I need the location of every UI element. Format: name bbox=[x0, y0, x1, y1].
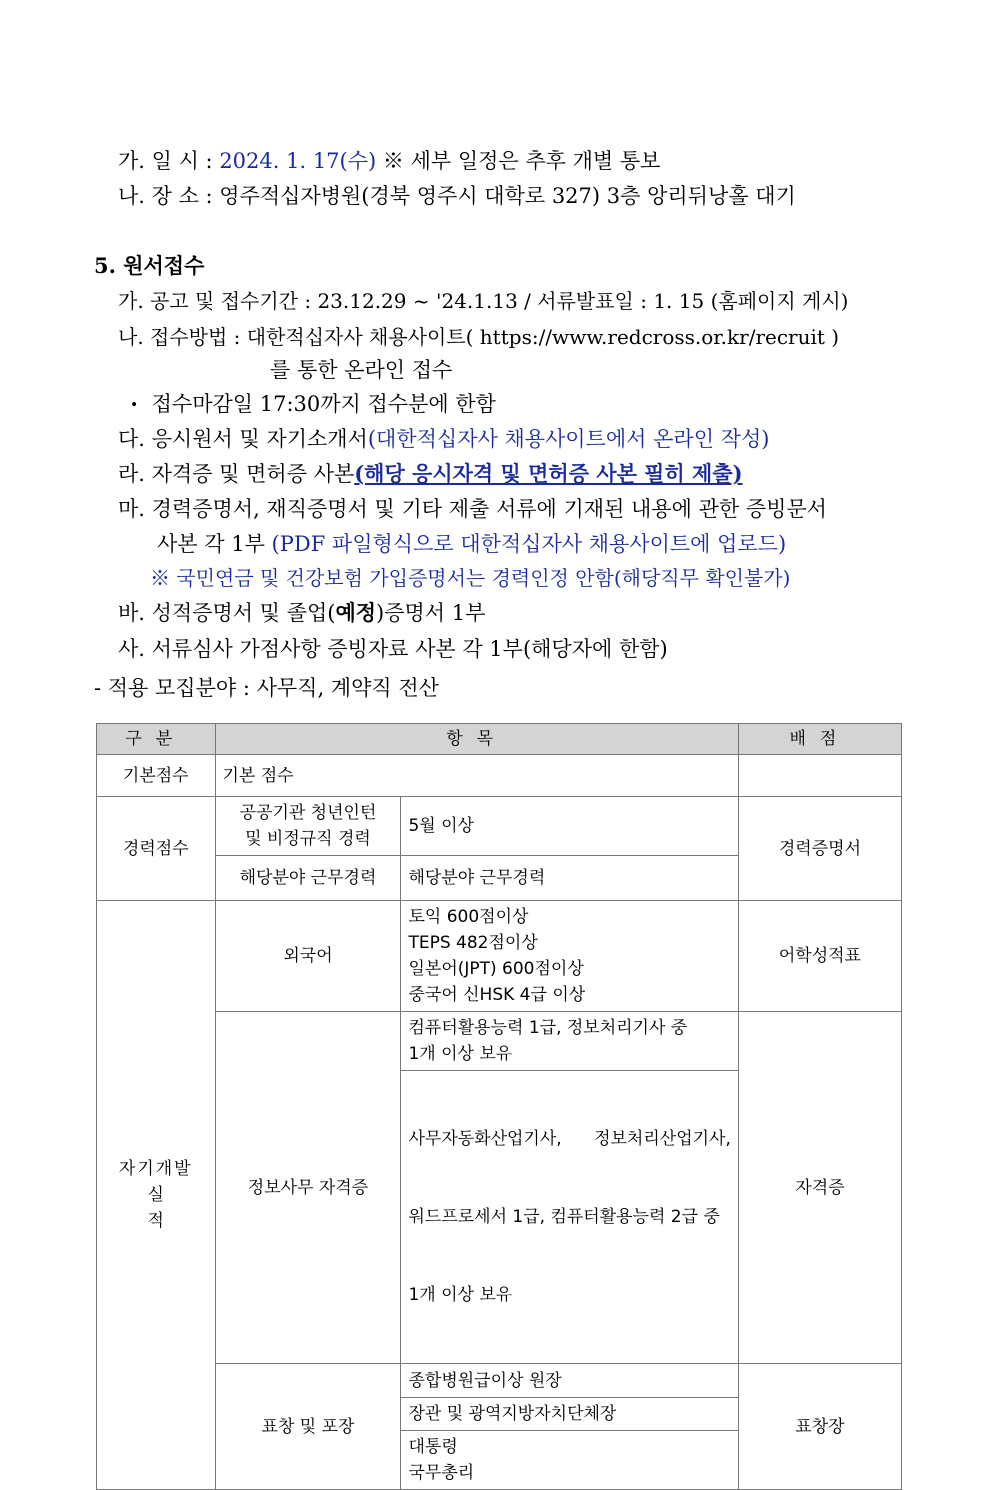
header-category: 구분 bbox=[97, 724, 216, 755]
table-row bbox=[97, 901, 902, 1012]
language-details: 토익 600점이상 TEPS 482점이상 일본어(JPT) 600점이상 중국어 신HSK 4급 이상 bbox=[401, 901, 738, 1012]
career-item-field: 해당분야 근무경력 bbox=[215, 856, 401, 901]
table-row bbox=[97, 1364, 902, 1398]
basic-category: 기본점수 bbox=[97, 755, 216, 797]
career-detail-field: 해당분야 근무경력 bbox=[401, 856, 738, 901]
section-title: 5. 원서접수 bbox=[94, 253, 205, 278]
item-c: 다. 응시원서 및 자기소개서(대한적십자사 채용사이트에서 온라인 작성) bbox=[118, 427, 770, 451]
itcert-detail-1: 컴퓨터활용능력 1급, 정보처리기사 중 1개 이상 보유 bbox=[401, 1012, 738, 1071]
career-detail-intern: 5월 이상 bbox=[401, 797, 738, 856]
basic-item: 기본 점수 bbox=[215, 755, 738, 797]
item-b-line2: 를 통한 온라인 접수 bbox=[270, 358, 453, 382]
schedule-place-line: 나. 장 소 : 영주적십자병원(경북 영주시 대학로 327) 3층 앙리뒤낭홀 대기 bbox=[118, 184, 796, 208]
awards-item: 표창 및 포장 bbox=[215, 1364, 401, 1490]
item-b-bullet: • 접수마감일 17:30까지 접수분에 한함 bbox=[130, 392, 496, 416]
itcert-item: 정보사무 자격증 bbox=[215, 1012, 401, 1364]
item-a: 가. 공고 및 접수기간 : 23.12.29 ~ '24.1.13 / 서류발표일 : 1. 15 (홈페이지 게시) bbox=[118, 289, 849, 313]
item-e-line2: 사본 각 1부 (PDF 파일형식으로 대한적십자사 채용사이트에 업로드) bbox=[157, 532, 787, 556]
basic-score bbox=[738, 755, 901, 797]
itcert-detail-2: 사무자동화산업기사, 정보처리산업기사, 워드프로세서 1급, 컴퓨터활용능력 2급 중 1개 이상 보유 bbox=[401, 1071, 738, 1364]
item-e-line1: 마. 경력증명서, 재직증명서 및 기타 제출 서류에 기재된 내용에 관한 증빙문서 bbox=[118, 497, 827, 521]
awards-detail-1: 종합병원급이상 원장 bbox=[401, 1364, 738, 1398]
table-row bbox=[97, 755, 902, 797]
scope-line: - 적용 모집분야 : 사무직, 계약직 전산 bbox=[94, 676, 439, 700]
language-score: 어학성적표 bbox=[738, 901, 901, 1012]
item-b-line1: 나. 접수방법 : 대한적십자사 채용사이트( https://www.redcross.or.kr/recruit ) bbox=[118, 325, 840, 349]
header-item: 항목 bbox=[215, 724, 738, 755]
language-item: 외국어 bbox=[215, 901, 401, 1012]
item-g: 사. 서류심사 가점사항 증빙자료 사본 각 1부(해당자에 한함) bbox=[118, 637, 668, 661]
table-row bbox=[97, 797, 902, 856]
bullet-icon: • bbox=[130, 397, 139, 414]
item-f: 바. 성적증명서 및 졸업(예정)증명서 1부 bbox=[118, 600, 486, 625]
table-header-row bbox=[97, 724, 902, 755]
schedule-date-value: 2024. 1. 17(수) bbox=[219, 149, 377, 173]
awards-detail-3: 대통령 국무총리 bbox=[401, 1431, 738, 1490]
table-row bbox=[97, 1012, 902, 1071]
item-d: 라. 자격증 및 면허증 사본(해당 응시자격 및 면허증 사본 필히 제출) bbox=[118, 461, 743, 486]
itcert-score: 자격증 bbox=[738, 1012, 901, 1364]
item-e-note: ※ 국민연금 및 건강보험 가입증명서는 경력인정 안함(해당직무 확인불가) bbox=[150, 566, 791, 590]
awards-detail-2: 장관 및 광역지방자치단체장 bbox=[401, 1398, 738, 1431]
schedule-date-line: 가. 일 시 : 2024. 1. 17(수) ※ 세부 일정은 추후 개별 통보 bbox=[118, 149, 661, 173]
selfdev-category: 자기개발 실 적 bbox=[97, 901, 216, 1490]
awards-score: 표창장 bbox=[738, 1364, 901, 1490]
career-score: 경력증명서 bbox=[738, 797, 901, 901]
career-item-intern: 공공기관 청년인턴 및 비정규직 경력 bbox=[215, 797, 401, 856]
career-category: 경력점수 bbox=[97, 797, 216, 901]
header-score: 배점 bbox=[738, 724, 901, 755]
score-table bbox=[96, 723, 902, 1490]
